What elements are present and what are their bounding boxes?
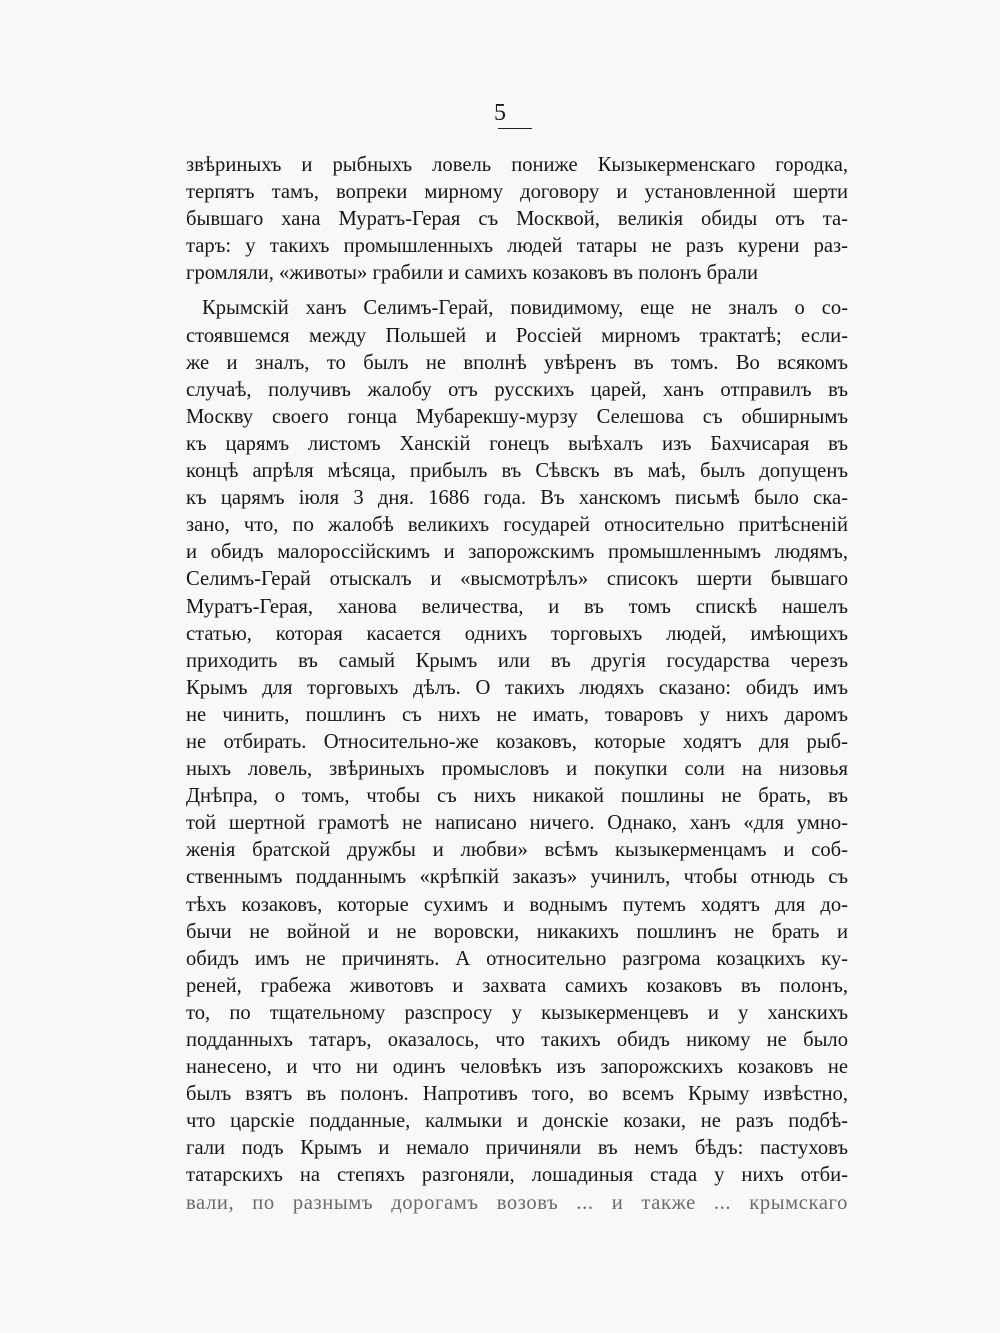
text-line: ственнымъ подданнымъ «крѣпкій заказъ» учинилъ, чтобы отнюдь съ xyxy=(186,866,848,889)
text-line: громляли, «животы» грабили и самихъ козаковъ въ полонъ брали xyxy=(186,262,758,285)
text-line: той шертной грамотѣ не написано ничего. Однако, ханъ «для умно- xyxy=(186,812,848,835)
text-line: терпятъ тамъ, вопреки мирному договору и установленной шерти xyxy=(186,181,848,204)
text-line: Муратъ-Герая, ханова величества, и въ томъ спискѣ нашелъ xyxy=(186,595,848,618)
text-line: же и зналъ, то былъ не вполнѣ увѣренъ въ томъ. Во всякомъ xyxy=(186,351,848,374)
page-number: 5 xyxy=(494,100,506,126)
text-line: Крымъ для торговыхъ дѣлъ. О такихъ людяхъ сказано: обидъ имъ xyxy=(186,676,848,699)
text-line: не чинить, пошлинъ съ нихъ не имать, товаровъ у нихъ даромъ xyxy=(186,703,848,726)
text-line-faded: вали, по разнымъ дорогамъ возовъ ... и также ... крымскаго xyxy=(186,1191,848,1214)
text-line: что царскіе подданные, калмыки и донскіе козаки, не разъ подбѣ- xyxy=(186,1110,848,1133)
text-line: ныхъ ловель, звѣриныхъ промысловъ и покупки соли на низовья xyxy=(186,758,848,781)
page-number-rule xyxy=(498,128,532,129)
text-line: бывшаго хана Муратъ-Герая съ Москвой, великія обиды отъ та- xyxy=(186,208,848,231)
text-line: зано, что, по жалобѣ великихъ государей относительно притѣсненій xyxy=(186,514,848,537)
text-line: приходить въ самый Крымъ или въ другія государства черезъ xyxy=(186,649,848,672)
text-line: женія братской дружбы и любви» всѣмъ кызыкерменцамъ и соб- xyxy=(186,839,848,862)
text-line: концѣ апрѣля мѣсяца, прибылъ въ Сѣвскъ въ маѣ, былъ допущенъ xyxy=(186,460,848,483)
text-line: Селимъ-Герай отыскалъ и «высмотрѣлъ» списокъ шерти бывшаго xyxy=(186,568,848,591)
text-line: и обидъ малороссійскимъ и запорожскимъ промышленнымъ людямъ, xyxy=(186,541,848,564)
text-line: Днѣпра, о томъ, чтобы съ нихъ никакой пошлины не брать, въ xyxy=(186,785,848,808)
text-line: то, по тщательному разспросу у кызыкерменцевъ и у ханскихъ xyxy=(186,1001,848,1024)
text-line: случаѣ, получивъ жалобу отъ русскихъ царей, ханъ отправилъ въ xyxy=(186,378,848,401)
text-line: Москву своего гонца Мубарекшу-мурзу Селешова съ обширнымъ xyxy=(186,405,848,428)
text-line: реней, грабежа животовъ и захвата самихъ козаковъ въ полонъ, xyxy=(186,974,848,997)
text-line: тѣхъ козаковъ, которые сухимъ и воднымъ путемъ ходятъ для до- xyxy=(186,893,848,916)
text-line: былъ взятъ въ полонъ. Напротивъ того, во всемъ Крыму извѣстно, xyxy=(186,1083,848,1106)
text-line: гали подъ Крымъ и немало причиняли въ немъ бѣдъ: пастуховъ xyxy=(186,1137,848,1160)
text-line: не отбирать. Относительно-же козаковъ, которые ходятъ для рыб- xyxy=(186,730,848,753)
text-line: Крымскій ханъ Селимъ-Герай, повидимому, еще не зналъ о со- xyxy=(202,297,848,320)
paragraph-gap xyxy=(186,287,848,295)
text-line: татарскихъ на степяхъ разгоняли, лошадиныя стада у нихъ отби- xyxy=(186,1164,848,1187)
text-line: стоявшемся между Польшей и Россіей мирномъ трактатѣ; если- xyxy=(186,324,848,347)
text-line: къ царямъ іюля 3 дня. 1686 года. Въ ханскомъ письмѣ было ска- xyxy=(186,487,848,510)
text-line: подданныхъ татаръ, оказалось, что такихъ обидъ никому не было xyxy=(186,1029,848,1051)
text-line: обидъ имъ не причинять. А относительно разгрома козацкихъ ку- xyxy=(186,947,848,970)
text-line: таръ: у такихъ промышленныхъ людей татары не разъ курени раз- xyxy=(186,235,848,258)
text-line: къ царямъ листомъ Ханскій гонецъ выѣхалъ изъ Бахчисарая въ xyxy=(186,432,848,455)
paragraph-continuation xyxy=(186,152,848,287)
body-text xyxy=(186,152,848,1217)
paragraph-selim-gerai xyxy=(186,295,848,1216)
text-line: статью, которая касается однихъ торговыхъ людей, имѣющихъ xyxy=(186,622,848,645)
text-line: звѣриныхъ и рыбныхъ ловель пониже Кызыкерменскаго городка, xyxy=(186,154,848,176)
text-line: нанесено, и что ни одинъ человѣкъ изъ запорожскихъ козаковъ не xyxy=(186,1056,848,1079)
text-line: бычи не войной и не воровски, никакихъ пошлинъ не брать и xyxy=(186,920,848,943)
